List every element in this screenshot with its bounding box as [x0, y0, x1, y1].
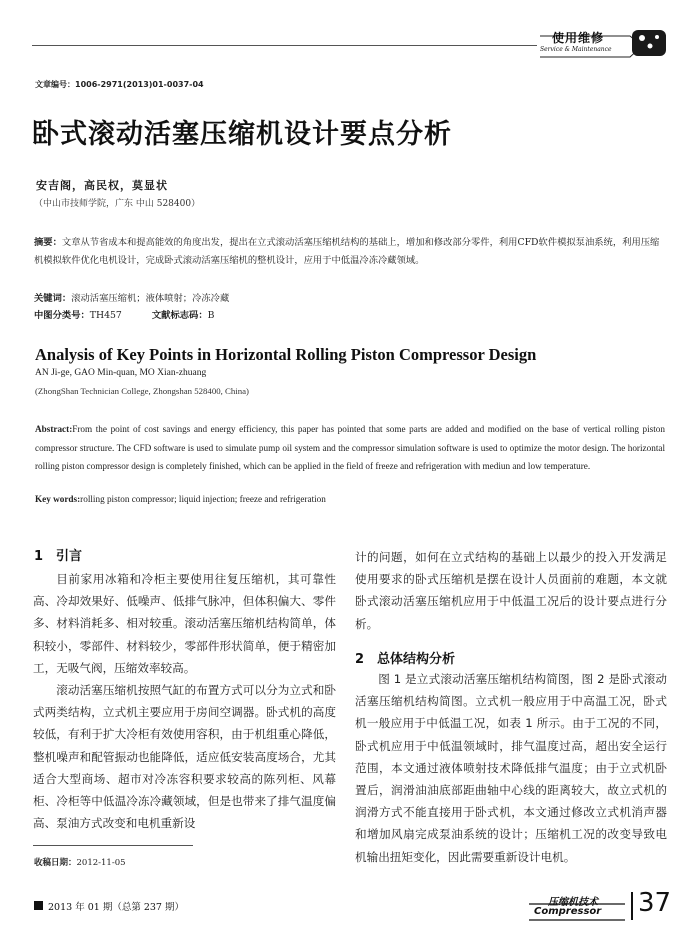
section2-body	[355, 668, 667, 868]
keywords-en-text: rolling piston compressor; liquid injection; freeze and refrigeration	[80, 494, 326, 504]
footer-divider	[631, 892, 633, 920]
received-label: 收稿日期：	[34, 858, 77, 868]
article-number: 文章编号：1006-2971(2013)01-0037-04	[35, 80, 204, 89]
received-value: 2012-11-05	[76, 858, 126, 868]
keywords-en-label: Key words:	[35, 494, 81, 504]
authors-en: AN Ji-ge, GAO Min-quan, MO Xian-zhuang	[35, 368, 207, 378]
column-name: 使用维修	[552, 31, 605, 45]
classification-label: 中图分类号：	[34, 310, 90, 321]
abstract-cn	[34, 234, 666, 270]
classification-line	[34, 307, 215, 321]
section1-paragraph-1: 目前家用冰箱和冷柜主要使用往复压缩机，其可靠性高、冷却效果好、低噪声、低排气脉冲，但体积偏大、零件多、材料消耗多、相对较重。滚动活塞压缩机结构简单，体积较小，零部件、材料较少，零部件形状简单，便于精密加工，无吸气阀，压缩效率较高。	[33, 572, 336, 675]
abstract-en	[35, 420, 665, 476]
doc-code-value: B	[207, 310, 215, 321]
affiliation-cn: （中山市技师学院，广东 中山 528400）	[34, 199, 201, 209]
keywords-en	[35, 494, 326, 504]
footnote-rule	[33, 845, 193, 846]
issue-info: 2013 年 01 期（总第 237 期）	[48, 902, 184, 913]
right-column-continuation	[355, 546, 667, 635]
keywords-cn-text: 滚动活塞压缩机；液体喷射；冷冻冷藏	[71, 293, 230, 304]
authors-cn: 安吉阁，高民权，莫显状	[36, 179, 168, 192]
doc-code-label: 文献标志码：	[151, 310, 208, 321]
column-name-en: Service & Maintenance	[540, 46, 612, 53]
journal-name-cn: 压缩机技术	[548, 897, 598, 908]
classification-value: TH457	[89, 310, 122, 321]
title-cn: 卧式滚动活塞压缩机设计要点分析	[32, 119, 452, 150]
section2-paragraph-1: 图 1 是立式滚动活塞压缩机结构简图，图 2 是卧式滚动活塞压缩机结构简图。立式机一般应用于中高温工况，卧式机一般应用于中低温工况，如表 1 所示。由于工况的不同，卧式机应用于中低温领域时，排气温度过高，超出安全运行范围，本文通过液体喷射技术降低排气温度；由于立式机卧置后，润滑油油底部距曲轴中心线的距离较大，故立式机的润滑方式不能直接用于卧式机，本文通过修改立式机消声器和增加风扇完成泵油系统的设计；压缩机工况的改变导致电机输出扭矩变化，因此需要重新设计电机。	[355, 672, 667, 864]
title-en: Analysis of Key Points in Horizontal Rolling Piston Compressor Design	[35, 345, 537, 364]
received-date	[34, 856, 126, 868]
abstract-cn-text: 文章从节省成本和提高能效的角度出发，提出在立式滚动活塞压缩机结构的基础上，增加和修改部分零件，利用CFD软件模拟泵油系统，利用压缩机模拟软件优化电机设计，完成卧式滚动活塞压缩机的整机设计，应用于中低温冷冻冷藏领域。	[34, 237, 660, 266]
page-number: 37	[638, 888, 672, 918]
abstract-en-label: Abstract:	[35, 424, 73, 434]
affiliation-en: (ZhongShan Technician College, Zhongshan 528400, China)	[35, 386, 249, 396]
section1-heading: 1 引言	[34, 549, 83, 564]
abstract-en-text: From the point of cost savings and energy efficiency, this paper has pointed that some parts are added and modified on the base of vertical rolling piston compressor structure. The CFD software is used to simulate pump oil system and the compressor simulation software is used to optimize the motor design. The horizontal rolling piston compressor design is completely finished, which can be applied in the field of freeze and refrigeration with mediun and low temperature.	[35, 424, 665, 472]
journal-name-en: Compressor	[534, 906, 602, 917]
issue-square-icon	[34, 901, 43, 910]
keywords-cn	[34, 290, 229, 304]
section2-heading: 2 总体结构分析	[355, 652, 456, 667]
header-rule	[32, 45, 537, 46]
abstract-cn-label: 摘要：	[34, 237, 62, 248]
section1-paragraph-2: 滚动活塞压缩机按照气缸的布置方式可以分为立式和卧式两类结构，立式机主要应用于房间空调器。卧式机的高度较低，有利于扩大冷柜有效使用容积，由于机组重心降低，整机噪声和配管振动也能降低，适应低安装高度场合，尤其适合大型商场、超市对冷冻容积要求较高的陈列柜、风幕柜、冷柜等中低温冷冻冷藏领域，但是也带来了排气温度偏高、泵油方式改变和电机重新设	[33, 683, 336, 831]
keywords-cn-label: 关键词：	[34, 293, 72, 304]
left-column	[33, 568, 336, 834]
section1-continuation: 计的问题，如何在立式结构的基础上以最少的投入开发满足使用要求的卧式压缩机是摆在设计人员面前的难题，本文就卧式滚动活塞压缩机应用于中低温工况后的设计要点进行分析。	[355, 550, 667, 631]
